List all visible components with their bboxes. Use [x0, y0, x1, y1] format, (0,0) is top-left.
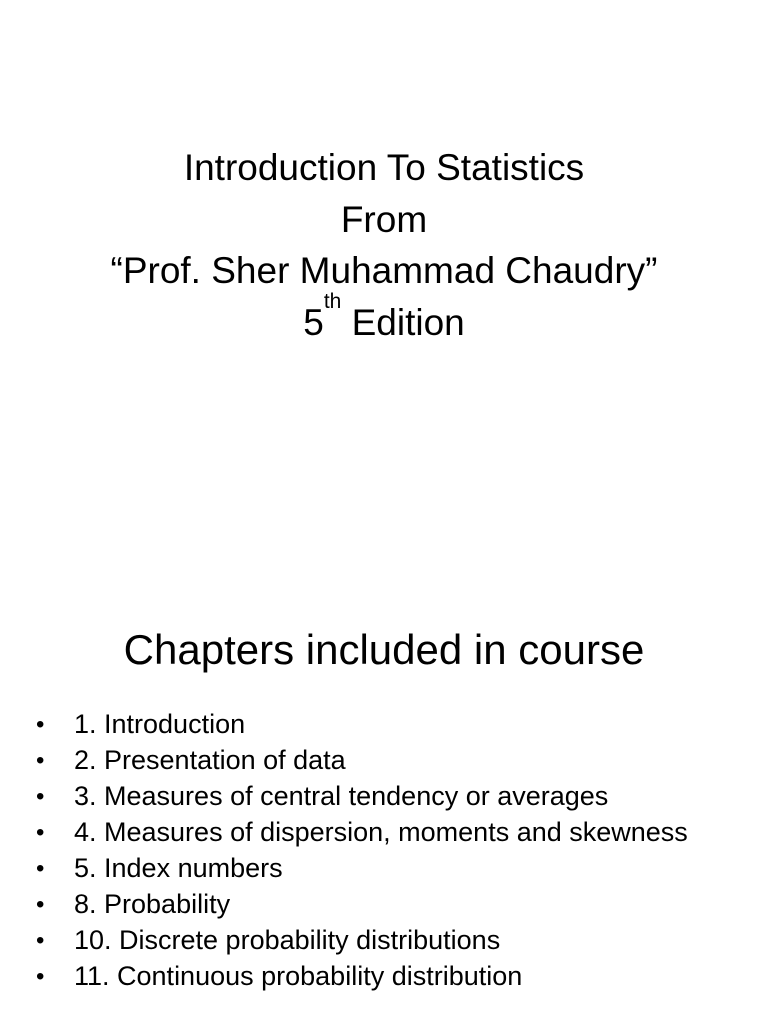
title-line-3: “Prof. Sher Muhammad Chaudry” [110, 250, 658, 291]
chapter-label: 8. Probability [74, 889, 231, 919]
chapter-item-8 [36, 962, 756, 991]
bullet-icon: • [36, 783, 45, 810]
title-line-2: From [340, 198, 428, 240]
chapter-item-6 [36, 890, 756, 919]
bullet-icon: • [36, 891, 45, 918]
chapter-label: 11. Continuous probability distribution [74, 961, 523, 991]
chapter-item-4 [36, 818, 756, 847]
chapter-label: 3. Measures of central tendency or averages [74, 781, 609, 811]
chapters-slide [0, 576, 768, 1024]
chapter-label: 10. Discrete probability distributions [74, 925, 501, 955]
edition-number: 5 [303, 301, 324, 343]
edition-word: Edition [351, 301, 465, 343]
chapter-list [36, 710, 756, 998]
edition-line [0, 289, 768, 349]
chapter-label: 2. Presentation of data [74, 745, 346, 775]
bullet-icon: • [36, 747, 45, 774]
chapter-item-7 [36, 926, 756, 955]
bullet-icon: • [36, 711, 45, 738]
title-line-1: Introduction To Statistics [183, 147, 585, 188]
chapters-heading: Chapters included in course [123, 626, 645, 673]
bullet-icon: • [36, 927, 45, 954]
chapter-item-5 [36, 854, 756, 883]
bullet-icon: • [36, 819, 45, 846]
chapter-label: 1. Introduction [74, 709, 246, 739]
chapter-item-1 [36, 710, 756, 739]
chapter-item-3 [36, 782, 756, 811]
edition-suffix: th [323, 289, 342, 313]
title-block [0, 142, 768, 348]
bullet-icon: • [36, 855, 45, 882]
chapter-label: 4. Measures of dispersion, moments and skewness [74, 817, 688, 847]
chapter-item-2 [36, 746, 756, 775]
chapter-label: 5. Index numbers [74, 853, 283, 883]
bullet-icon: • [36, 963, 45, 990]
